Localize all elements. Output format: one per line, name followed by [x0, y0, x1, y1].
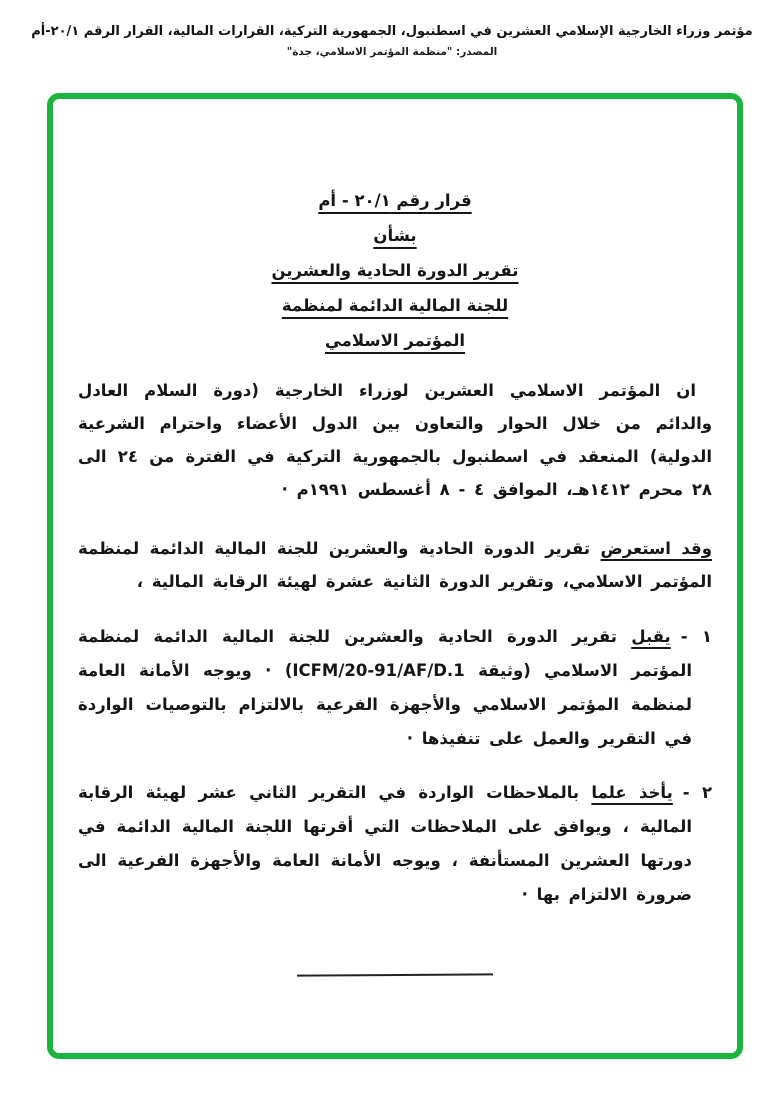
title-text: المؤتمر الاسلامي	[324, 331, 466, 350]
item-1-lead-underlined: يقبل	[631, 627, 671, 646]
item-2-lead-underlined: يأخذ علما	[591, 783, 673, 802]
green-framed-document	[47, 93, 743, 1059]
document-content	[53, 183, 737, 976]
document-source-line: المصدر: "منظمة المؤتمر الاسلامي، جدة"	[286, 46, 498, 58]
title-line-concerning	[78, 218, 712, 253]
review-lead-underlined: وقد استعرض	[600, 539, 712, 558]
title-text: بشأن	[373, 226, 417, 245]
item-2-text: بالملاحظات الواردة في التقرير الثاني عشر لهيئة الرقابة المالية ، ويوافق على الملاحظات التي أقرتها اللجنة المالية الدائمة في دورتها العشرين المستأنفة ، ويوجه الأمانة العامة والأجهزة الفرعية الى ضرورة الالتزام بها ·	[78, 783, 692, 904]
review-paragraph	[78, 532, 712, 598]
item-1-number: ١ -	[680, 627, 712, 646]
document-reference-line: مؤتمر وزراء الخارجية الإسلامي العشرين في اسطنبول، الجمهورية التركية، القرارات المالية، القرار الرقم ٢٠/١-أم	[31, 24, 753, 39]
footer-divider	[297, 973, 493, 976]
title-text: قرار رقم ٢٠/١ - أم	[318, 191, 472, 210]
resolution-item-2	[78, 776, 712, 912]
resolution-item-1	[78, 620, 712, 756]
title-text: للجنة المالية الدائمة لمنظمة	[281, 296, 509, 315]
title-line-organization	[78, 323, 712, 358]
title-line-committee	[78, 288, 712, 323]
title-line-report-session	[78, 253, 712, 288]
item-2-number: ٢ -	[682, 783, 713, 802]
resolution-title-block	[78, 183, 712, 358]
title-line-resolution-number	[78, 183, 712, 218]
item-1-text: تقرير الدورة الحادية والعشرين للجنة المالية الدائمة لمنظمة المؤتمر الاسلامي (وثيقة ICFM/20-91/AF/D.1) · ويوجه الأمانة العامة لمنظمة المؤتمر الاسلامي والأجهزة الفرعية بالالتزام بالتوصيات الواردة في التقرير والعمل على تنفيذها ·	[78, 627, 692, 748]
preamble-paragraph: ان المؤتمر الاسلامي العشرين لوزراء الخارجية (دورة السلام العادل والدائم من خلال الحوار والتعاون بين الدول الأعضاء واحترام الشرعية الدولية) المنعقد في اسطنبول بالجمهورية التركية في الفترة من ٢٤ الى ٢٨ محرم ١٤١٢هـ، الموافق ٤ - ٨ أغسطس ١٩٩١م ·	[78, 381, 712, 499]
title-text: تقرير الدورة الحادية والعشرين	[271, 261, 519, 280]
review-paragraph-text: تقرير الدورة الحادية والعشرين للجنة المالية الدائمة لمنظمة المؤتمر الاسلامي، وتقرير الدورة الثانية عشرة لهيئة الرقابة المالية ،	[78, 539, 712, 591]
database-header	[0, 24, 784, 58]
